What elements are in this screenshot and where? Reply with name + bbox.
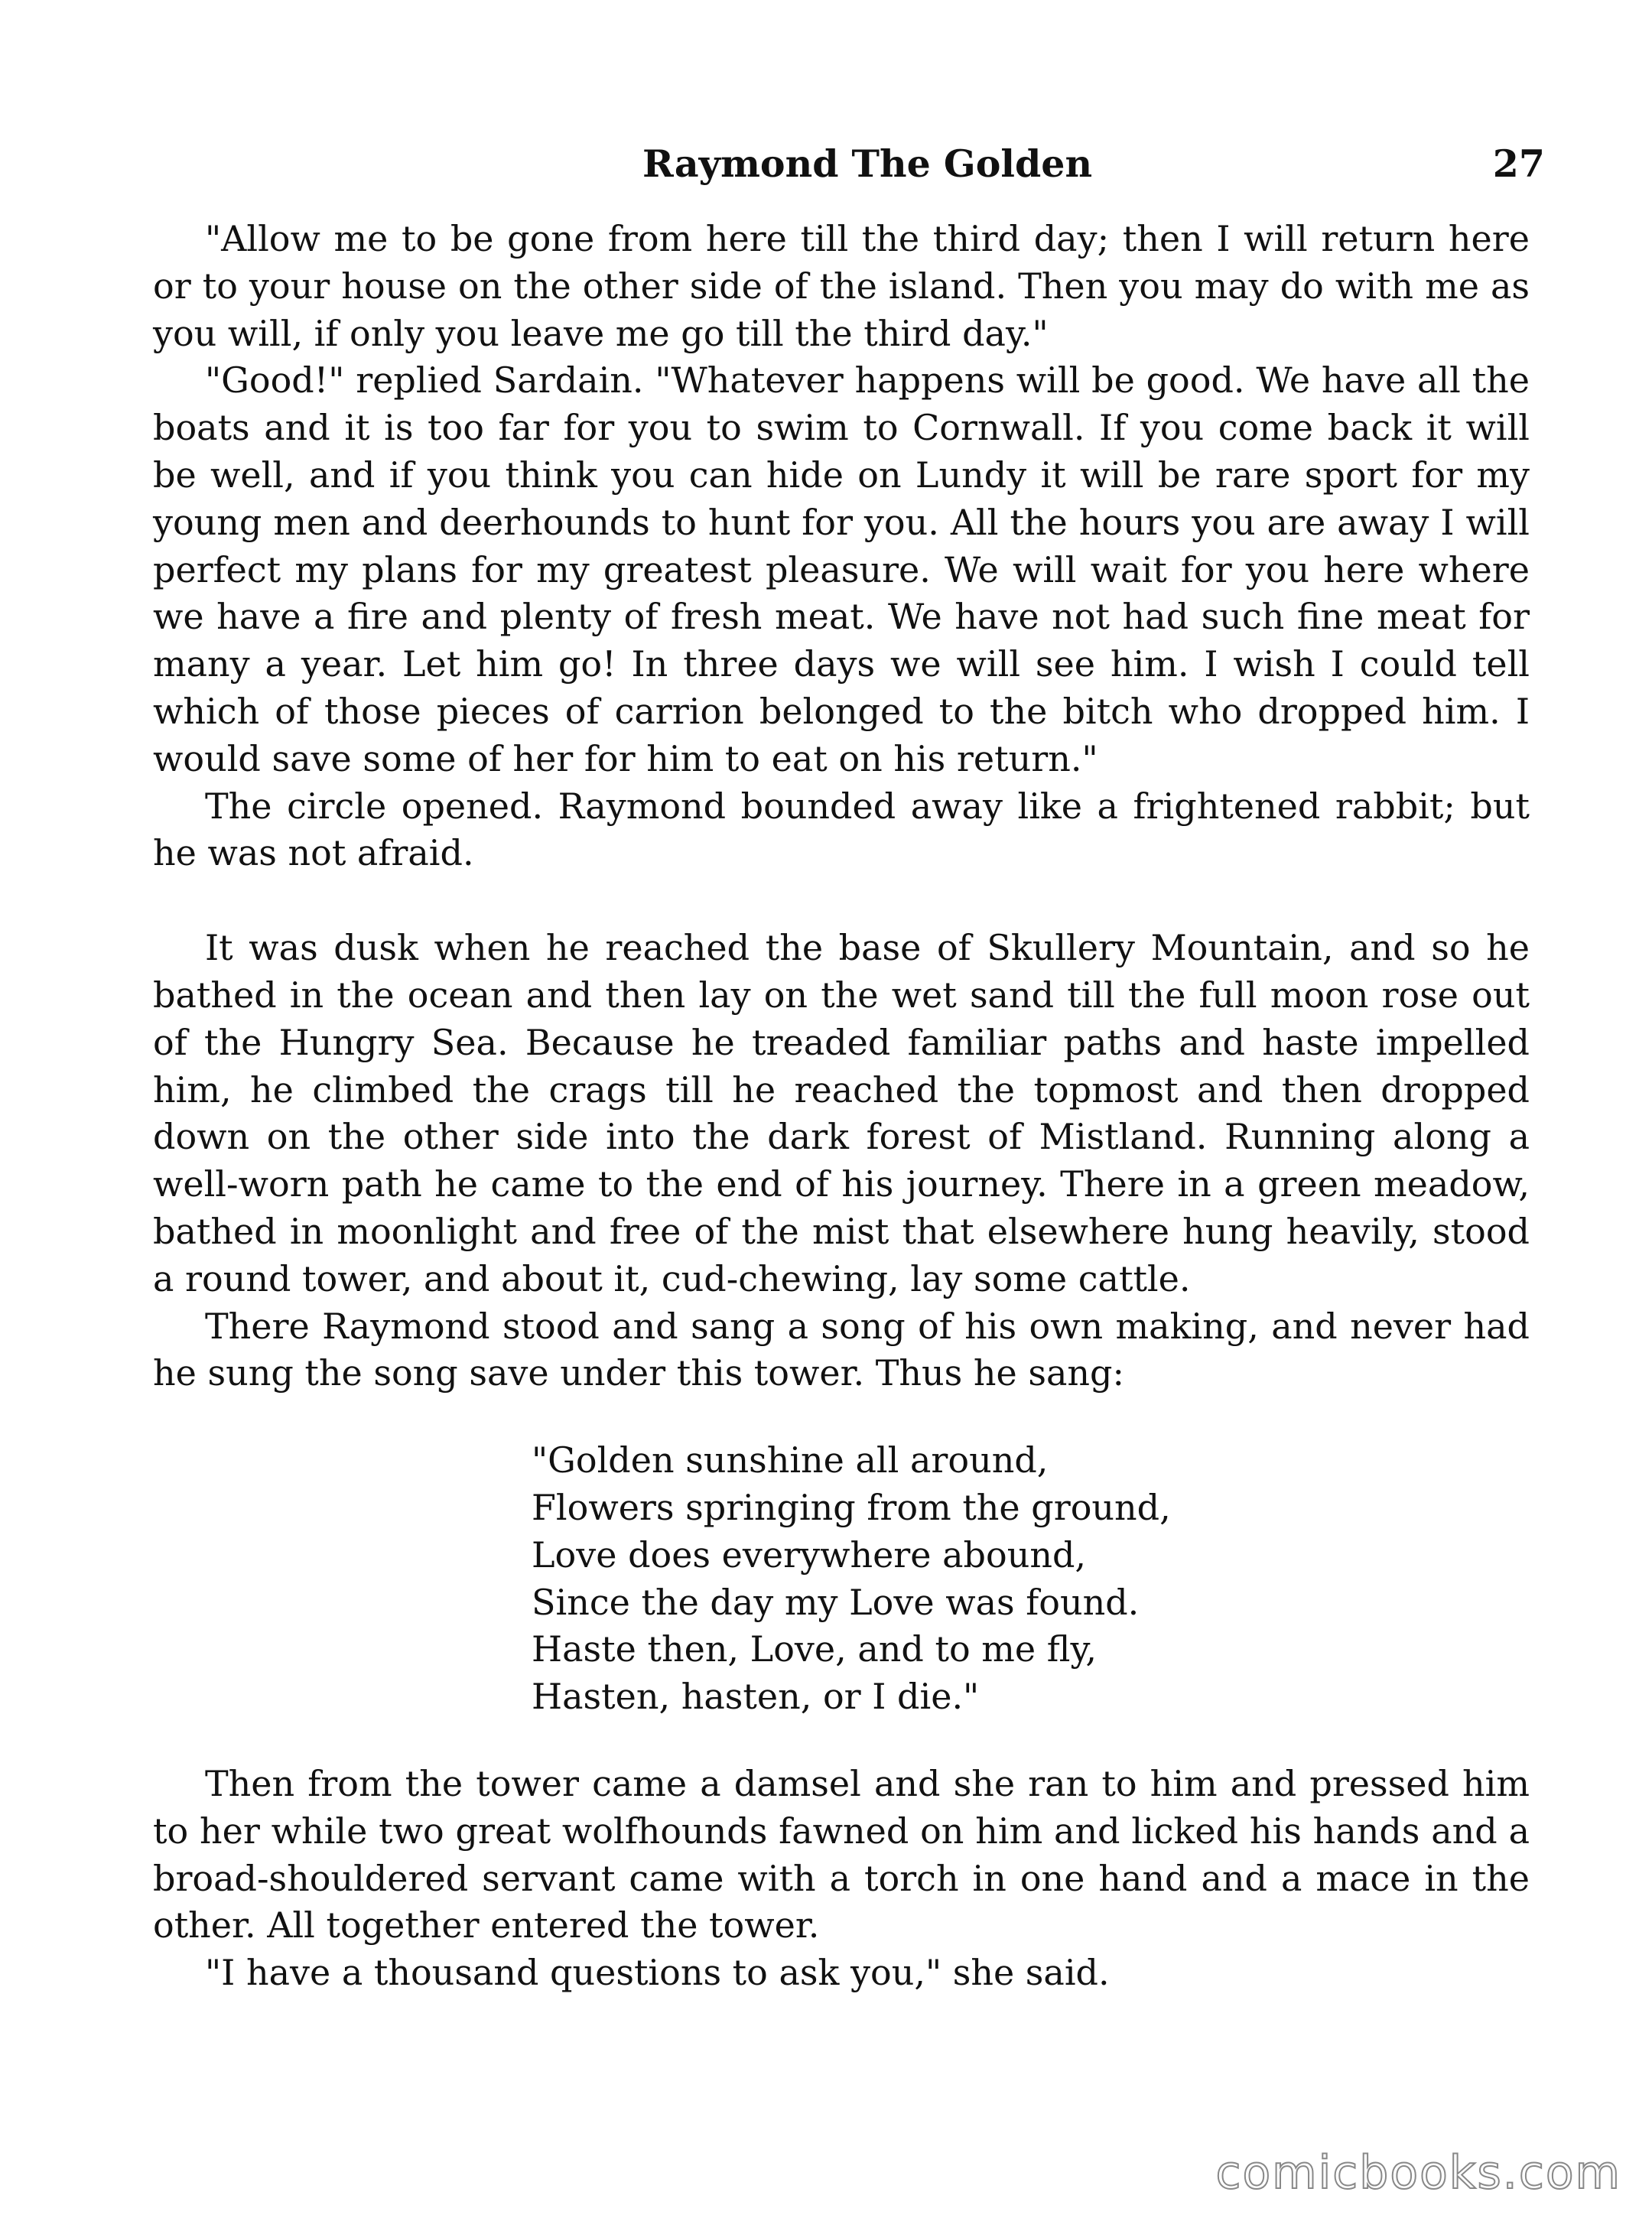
running-title: Raymond The Golden [642,141,1093,186]
paragraph: Then from the tower came a damsel and she ran to him and pressed him to her while two great wolfhounds fawned on him and licked his hands and a broad-shouldered servant came with a torch in one hand and a mace in the other. All together entered the tower. [153,1762,1530,1946]
verse-line: Since the day my Love was found. [532,1581,1140,1623]
verse-line: Love does everywhere abound, [532,1533,1087,1576]
paragraph: "Good!" replied Sardain. "Whatever happens will be good. We have all the boats and it is too far for you to swim to Cornwall. If you come back it will be well, and if you think you can hide on Lundy it will be rare sport for my young men and deerhounds to hunt for you. All the hours you are away I will perfect my plans for my greatest pleasure. We will wait for you here where we have a fire and plenty of fresh meat. We have not had such fine meat for many a year. Let him go! In three days we will see him. I wish I could tell which of those pieces of carrion belonged to the bitch who dropped him. I would save some of her for him to eat on his return." [153,359,1530,779]
paragraph: "Allow me to be gone from here till the third day; then I will return here or to your house on the other side of the island. Then you may do with me as you will, if only you leave me go till the third day." [153,218,1530,354]
running-header [153,141,1545,203]
page-body [153,216,1530,1997]
verse-line: Haste then, Love, and to me fly, [532,1628,1097,1670]
paragraph: It was dusk when he reached the base of Skullery Mountain, and so he bathed in the ocean and then lay on the wet sand till the full moon rose out of the Hungry Sea. Because he treaded familiar paths and haste impelled him, he climbed the crags till he reached the topmost and then dropped down on the other side into the dark forest of Mistland. Running along a well-worn path he came to the end of his journey. There in a green meadow, bathed in moonlight and free of the mist that elsewhere hung heavily, stood a round tower, and about it, cud-chewing, lay some cattle. [153,927,1530,1299]
verse-line: "Golden sunshine all around, [532,1439,1049,1481]
page-number: 27 [1492,141,1545,186]
verse-line: Flowers springing from the ground, [532,1486,1171,1528]
song-verse [532,1437,1530,1721]
paragraph: "I have a thousand questions to ask you," she said. [205,1952,1110,1994]
watermark-logo: comicbooks.com [1215,2146,1621,2200]
paragraph: There Raymond stood and sang a song of his own making, and never had he sung the song save under this tower. Thus he sang: [153,1305,1530,1394]
verse-line: Hasten, hasten, or I die." [532,1676,980,1718]
paragraph: The circle opened. Raymond bounded away like a frightened rabbit; but he was not afraid. [153,785,1530,874]
